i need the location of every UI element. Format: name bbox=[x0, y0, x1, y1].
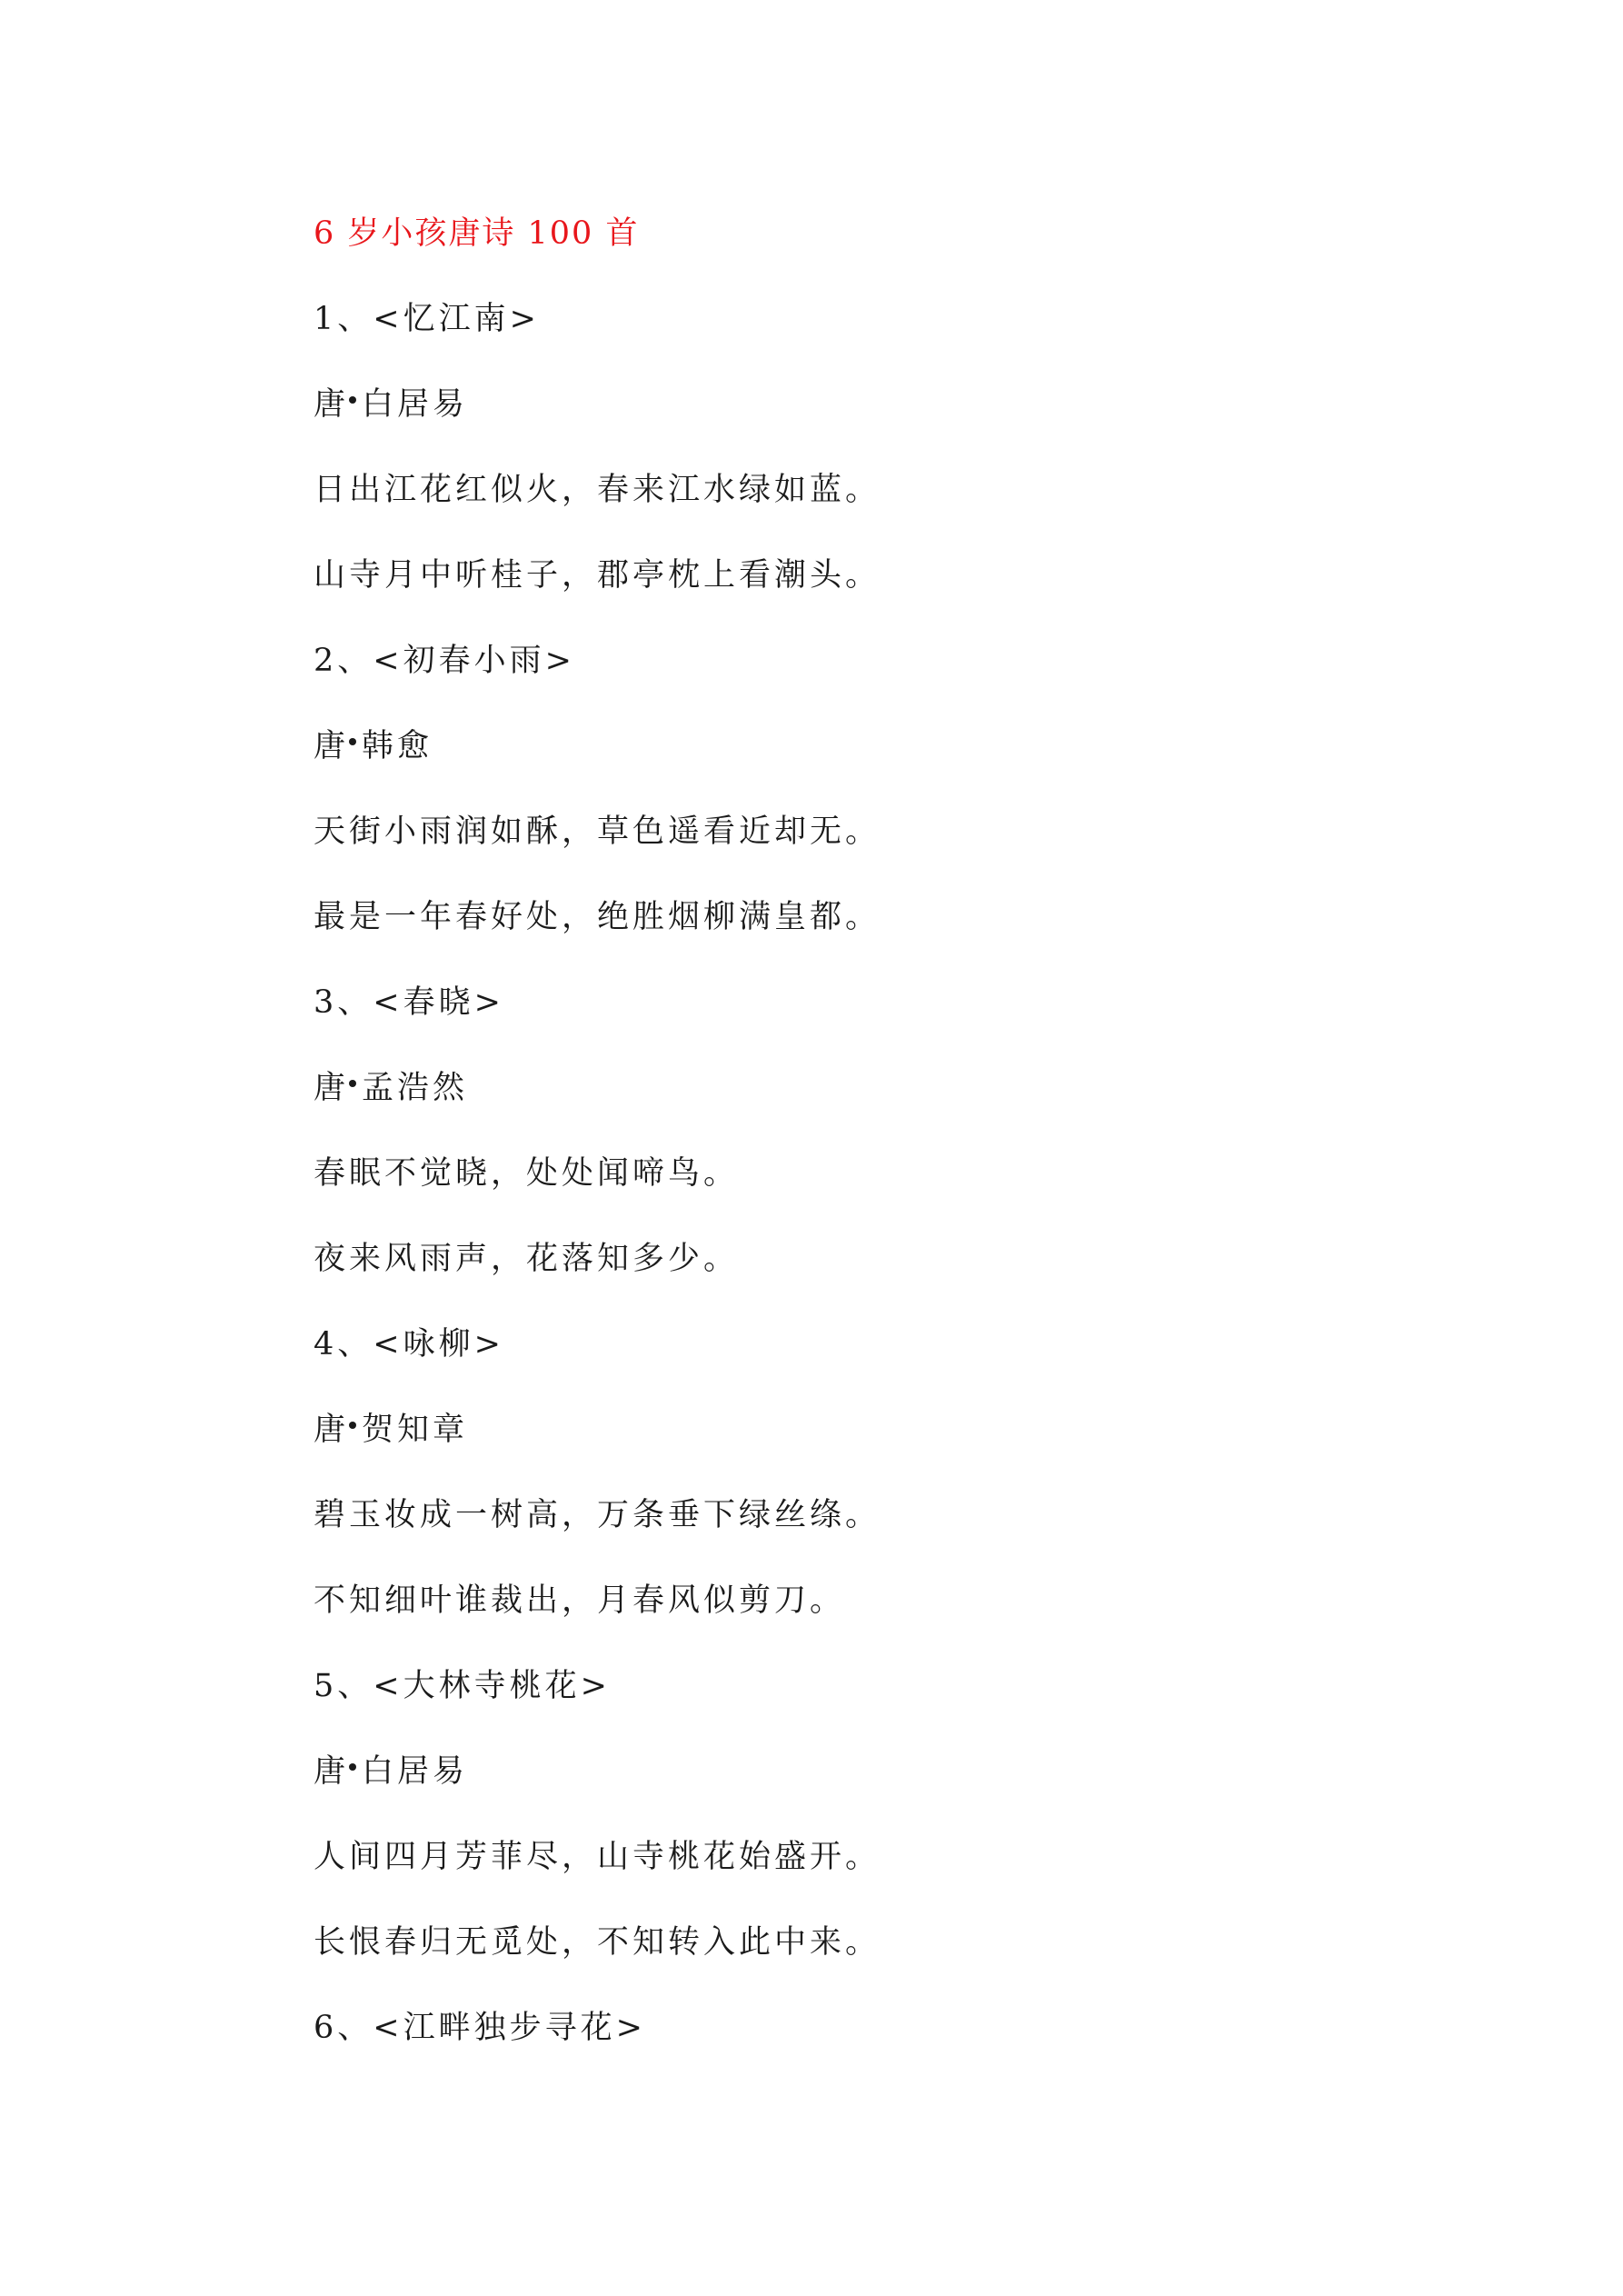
poem-author: 韩愈 bbox=[362, 728, 433, 764]
poem-dynasty: 唐 bbox=[314, 386, 350, 423]
poem-heading: 5、<大林寺桃花> bbox=[314, 1668, 611, 1704]
poem-author-line bbox=[314, 1752, 468, 1791]
poem-author-line bbox=[314, 727, 433, 765]
poem-line: 碧玉妆成一树高，万条垂下绿丝绦。 bbox=[314, 1497, 881, 1533]
poem-line: 天街小雨润如酥，草色遥看近却无。 bbox=[314, 814, 881, 850]
poem-author: 白居易 bbox=[362, 1753, 469, 1790]
poem-author-line bbox=[314, 385, 468, 424]
poem-heading: 1、<忆江南> bbox=[314, 301, 540, 337]
poem-line: 不知细叶谁裁出，月春风似剪刀。 bbox=[314, 1582, 846, 1619]
poem-line: 山寺月中听桂子，郡亭枕上看潮头。 bbox=[314, 557, 881, 594]
poem-line: 长恨春归无觅处，不知转入此中来。 bbox=[314, 1924, 881, 1961]
poem-author-line bbox=[314, 1069, 468, 1107]
poem-line: 春眠不觉晓，处处闻啼鸟。 bbox=[314, 1155, 740, 1192]
document-title: 6 岁小孩唐诗 100 首 bbox=[314, 215, 640, 252]
poem-line: 日出江花红似火，春来江水绿如蓝。 bbox=[314, 472, 881, 508]
poem-heading: 2、<初春小雨> bbox=[314, 643, 575, 679]
poem-dynasty: 唐 bbox=[314, 1753, 350, 1790]
poem-author: 贺知章 bbox=[362, 1412, 469, 1448]
poem-author-line bbox=[314, 1411, 468, 1449]
poem-author: 白居易 bbox=[362, 386, 469, 423]
poem-line: 夜来风雨声，花落知多少。 bbox=[314, 1241, 740, 1277]
poem-heading: 3、<春晓> bbox=[314, 984, 504, 1021]
poem-heading: 6、<江畔独步寻花> bbox=[314, 2010, 646, 2046]
poem-line: 人间四月芳菲尽，山寺桃花始盛开。 bbox=[314, 1839, 881, 1875]
poem-dynasty: 唐 bbox=[314, 1070, 350, 1106]
poem-heading: 4、<咏柳> bbox=[314, 1326, 504, 1363]
poem-dynasty: 唐 bbox=[314, 728, 350, 764]
poem-line: 最是一年春好处，绝胜烟柳满皇都。 bbox=[314, 899, 881, 935]
poem-dynasty: 唐 bbox=[314, 1412, 350, 1448]
poem-author: 孟浩然 bbox=[362, 1070, 469, 1106]
